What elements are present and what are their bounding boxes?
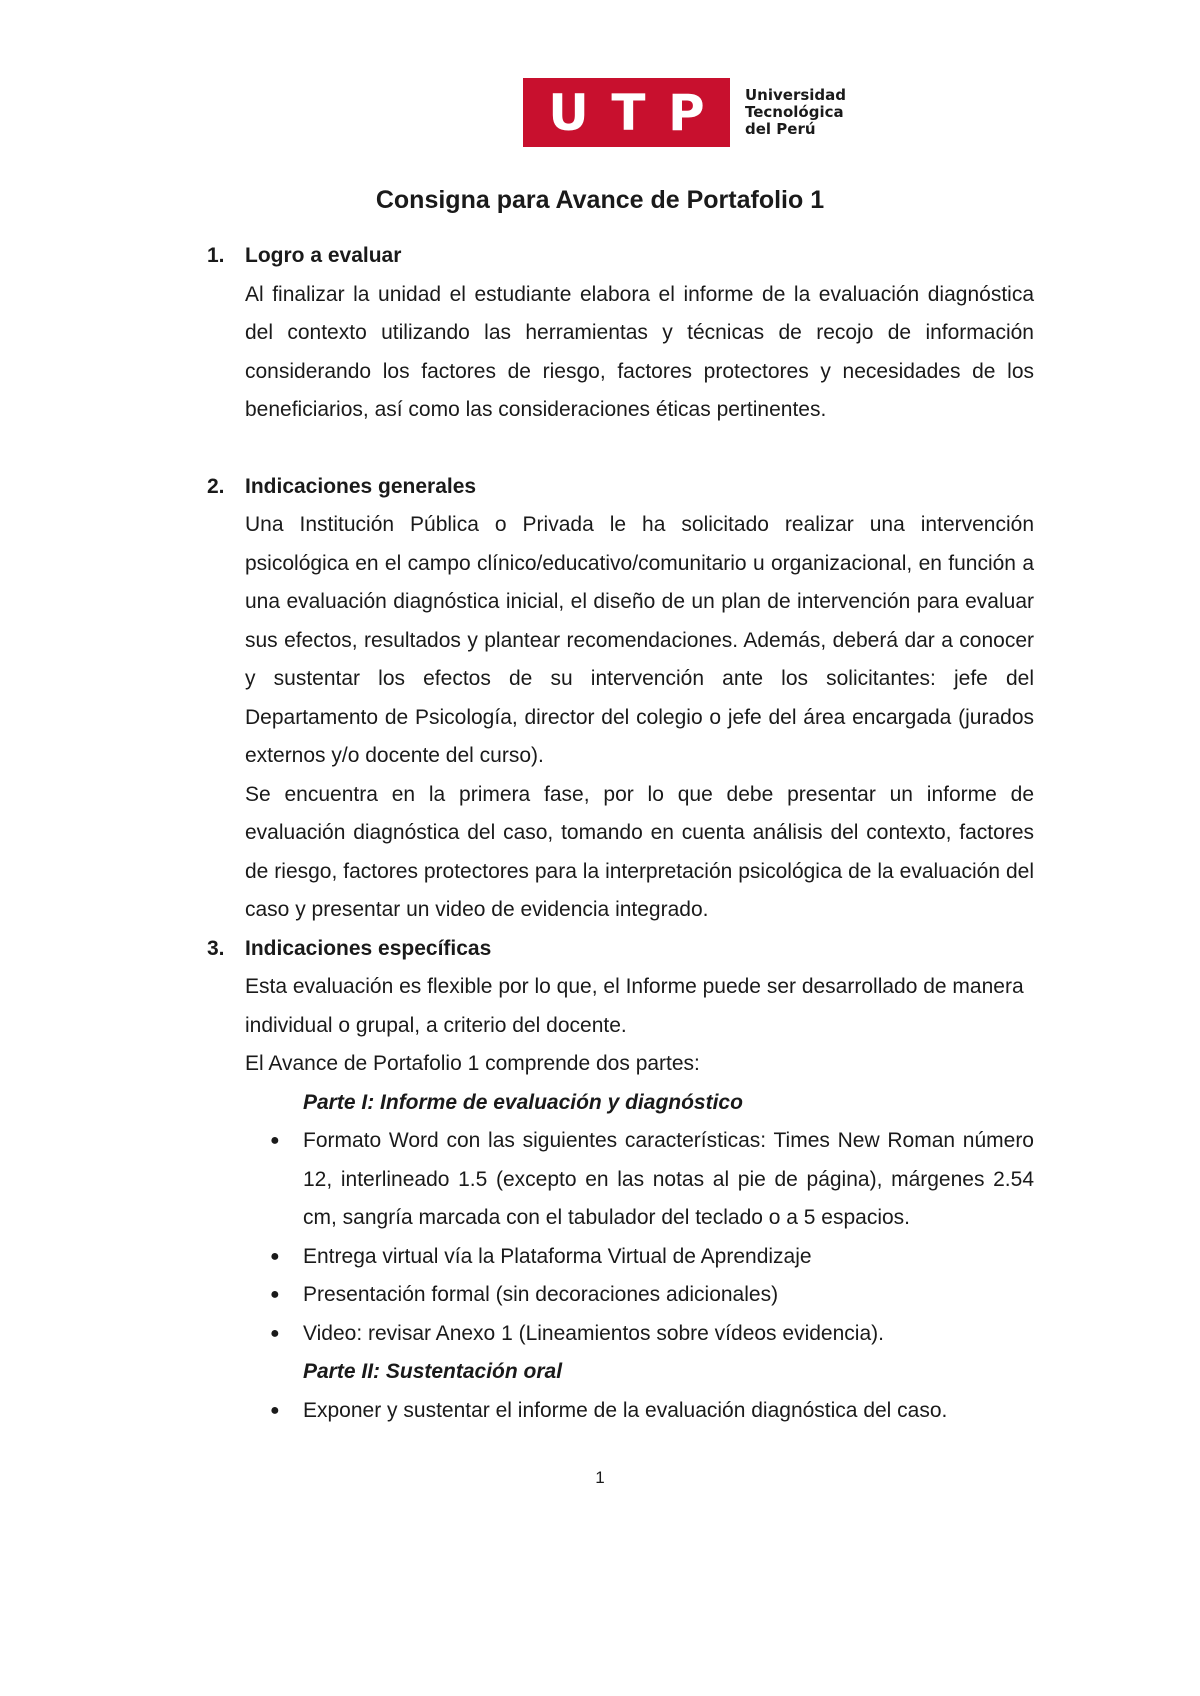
section-spacer <box>207 430 1034 468</box>
section-title: Indicaciones específicas <box>245 936 492 960</box>
logo-line: del Perú <box>745 120 816 138</box>
logo-letter: U <box>548 83 589 142</box>
list-item <box>207 1122 1034 1238</box>
section-heading <box>207 237 1034 276</box>
list-item-text: Formato Word con las siguientes características: Times New Roman número 12, interlineado 1.5 (excepto en las notas al pie de página), márgenes 2.54 cm, sangría marcada con el tabulador del teclado o a 5 espacios. <box>303 1129 1034 1229</box>
utp-logo <box>523 78 846 147</box>
document-title: Consigna para Avance de Portafolio 1 <box>375 186 825 214</box>
list-item <box>207 1238 1034 1277</box>
bullet-icon: ● <box>270 1286 280 1303</box>
bullet-icon: ● <box>270 1401 280 1419</box>
logo-mark <box>523 78 730 147</box>
bullet-icon: ● <box>270 1132 280 1149</box>
section-number: 3. <box>207 936 225 960</box>
logo-line: Universidad <box>745 86 847 104</box>
section-heading <box>207 468 1034 507</box>
bullet-icon: ● <box>270 1247 280 1265</box>
section-number: 2. <box>207 474 225 498</box>
list-item-text: Entrega virtual vía la Plataforma Virtual de Aprendizaje <box>303 1244 812 1268</box>
section-paragraph: El Avance de Portafolio 1 comprende dos partes: <box>245 1052 700 1075</box>
section-title: Indicaciones generales <box>245 474 477 498</box>
logo-letter: T <box>611 83 646 142</box>
list-item-text: Video: revisar Anexo 1 (Lineamientos sobre vídeos evidencia). <box>303 1321 884 1345</box>
section-title: Logro a evaluar <box>245 244 402 267</box>
section-heading <box>207 930 1034 969</box>
section-paragraph: Una Institución Pública o Privada le ha solicitado realizar una intervención psicológica en el campo clínico/educativo/comunitario u organizacional, en función a una evaluación diagnóstica inicial, el diseño de un plan de intervención para evaluar sus efectos, resultados y plantear recomendaciones. Además, deberá dar a conocer y sustentar los efectos de su intervención ante los solicitantes: jefe del Departamento de Psicología, director del colegio o jefe del área encargada (jurados externos y/o docente del curso). <box>245 513 1034 767</box>
section-paragraph: Esta evaluación es flexible por lo que, el Informe puede ser desarrollado de manera individual o grupal, a criterio del docente. <box>245 975 1024 1037</box>
logo-letter: P <box>668 83 705 142</box>
part-title: Parte II: Sustentación oral <box>303 1360 563 1383</box>
part-title: Parte I: Informe de evaluación y diagnóstico <box>303 1090 743 1114</box>
list-item-text: Exponer y sustentar el informe de la evaluación diagnóstica del caso. <box>303 1398 948 1422</box>
logo-wordmark <box>745 87 846 138</box>
page-number: 1 <box>595 1468 605 1487</box>
list-item <box>207 1276 1034 1315</box>
bullet-icon: ● <box>270 1324 280 1342</box>
list-item-text: Presentación formal (sin decoraciones adicionales) <box>303 1283 779 1306</box>
list-item <box>207 1392 1034 1431</box>
document-body <box>207 237 1034 1430</box>
section-paragraph: Se encuentra en la primera fase, por lo que debe presentar un informe de evaluación diagnóstica del caso, tomando en cuenta análisis del contexto, factores de riesgo, factores protectores para la interpretación psicológica de la evaluación del caso y presentar un video de evidencia integrado. <box>245 782 1034 921</box>
section-number: 1. <box>207 244 225 267</box>
list-item <box>207 1315 1034 1354</box>
section-paragraph: Al finalizar la unidad el estudiante elabora el informe de la evaluación diagnóstica del contexto utilizando las herramientas y técnicas de recojo de información considerando los factores de riesgo, factores protectores y necesidades de los beneficiarios, así como las consideraciones éticas pertinentes. <box>245 282 1034 421</box>
logo-line: Tecnológica <box>745 103 844 121</box>
